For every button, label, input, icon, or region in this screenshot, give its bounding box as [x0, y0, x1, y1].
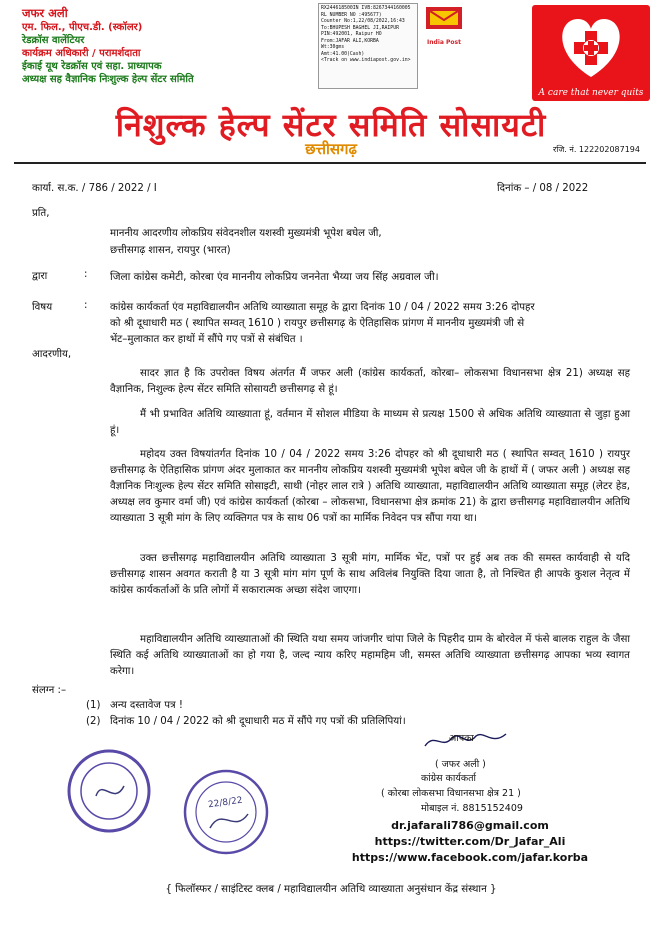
- help-centre-logo: [532, 5, 650, 101]
- via-label: द्वारा: [32, 271, 48, 282]
- header-qualification: एम. फिल., पीएच.डी. (स्कॉलर): [22, 22, 143, 33]
- header-divider: [14, 162, 646, 164]
- signatory-mobile: मोबाइल नं. 8815152409: [421, 803, 523, 814]
- receipt-line: RX244618500IN IVB:8267344160005: [321, 6, 411, 11]
- speed-post-receipt: [318, 3, 418, 89]
- signatory-name: ( जफर अली ): [435, 759, 486, 770]
- header-role-president: अध्यक्ष सह वैज्ञानिक निःशुल्क हेल्प सेंटर समिति: [22, 74, 194, 85]
- enclosure-number: (1): [86, 700, 101, 711]
- receipt-line: Amt:41.00(Cash): [321, 51, 365, 57]
- paragraph-situation: महाविद्यालयीन अतिथि व्याख्याताओं की स्थिति यथा समय जांजगीर चांपा जिले के पिहरीद ग्राम के बोरवेल में फंसे बालक राहुल के जैसा स्थिति कई अतिथि व्याख्याताओं का हो गया है, जल्द न्याय करिए महामहिम जी, समस्त अतिथि व्याख्याता छत्तीसगढ़ आपका भव्य स्वागत करेगा।: [110, 634, 630, 677]
- footer-tagline: { फिलॉस्फर / साइंटिस्ट क्लब / महाविद्यालयीन अतिथि व्याख्याता अनुसंधान केंद्र संस्थान }: [165, 884, 497, 895]
- via-colon: :: [84, 269, 88, 280]
- enclosure-item: दिनांक 10 / 04 / 2022 को श्री दूधाधारी मठ में सौंपे गए पत्रों की प्रतिलिपियां।: [110, 716, 406, 727]
- heart-cross-icon: [532, 5, 650, 85]
- paragraph-meeting: महोदय उक्त विषयांतर्गत दिनांक 10 / 04 / 2022 समय 3:26 दोपहर को श्री दूधाधारी मठ ( स्थापित सम्वत् 1610 ) रायपुर छत्तीसगढ़ के ऐतिहासिक प्रांगण अंदर मुलाकात कर माननीय लोकप्रिय यशस्वी मुख्यमंत्री भूपेश बघेल जी के हाथों में ( जफर अली ) अध्यक्ष सह वैज्ञानिक निःशुल्क हेल्प सेंटर समिति सोसाइटी, साथी (नोहर लाल रात्रे ) अतिथि व्याख्याता, महाविद्यालयीन अतिथि व्याख्याता समूह (लेटर हेड, अध्यक्ष लव कुमार वर्मा जी) एवं कांग्रेस कार्यकर्ता (कोरबा – लोकसभा, विधानसभा क्षेत्र क्रमांक 21) के द्वारा छत्तीसगढ़ महाविद्यालयीन अतिथि व्याख्याता 3 सूत्री मांग के लिए व्यक्तिगत पत्र के साथ 06 पत्रों का मार्मिक निवेदन पत्र सौंपा गया था।: [110, 449, 630, 524]
- to-label: प्रति,: [32, 208, 50, 219]
- subject-line: कांग्रेस कार्यकर्ता एंव महाविद्यालयीन अतिथि व्याख्याता समूह के द्वारा दिनांक 10 / 04 / 2022 समय 3:26 दोपहर: [110, 302, 535, 313]
- india-post-logo: [420, 3, 468, 89]
- addressee-line: माननीय आदरणीय लोकप्रिय संवेदनशील यशस्वी मुख्यमंत्री भूपेश बघेल जी,: [110, 228, 382, 239]
- registration-number: रजि. नं. 122202087194: [553, 145, 640, 154]
- enclosure-label: संलग्न :–: [32, 685, 67, 696]
- stamp-date: 22/8/22: [207, 795, 244, 811]
- signatory-designation: कांग्रेस कार्यकर्ता: [421, 773, 476, 784]
- receipt-stamp: [182, 768, 270, 856]
- header-role-redcross: रेडक्रॉस वालेंटियर: [22, 35, 85, 46]
- receipt-line: From:JAFAR ALI,KORBA: [321, 38, 379, 44]
- salutation: आदरणीय,: [32, 349, 72, 360]
- paragraph-demand: उक्त छत्तीसगढ़ महाविद्यालयीन अतिथि व्याख्याता 3 सूत्री मांग, मार्मिक भेंट, पत्रों पर हुई अब तक की समस्त कार्यवाही से यदि छत्तीसगढ़ शासन अवगत कराती है या 3 सूत्री मांग मांग पूर्ण के साथ अविलंब नियुक्ति दिया जाता है, तो निश्चित ही आपके कुशल नेतृत्व में कांग्रेस कार्यकर्ताओं के प्रति लोगों में सकारात्मक अच्छा संदेश जाएगा।: [110, 553, 630, 596]
- via-text: जिला कांग्रेस कमेटी, कोरबा एंव माननीय लोकप्रिय जननेता भैय्या जय सिंह अग्रवाल जी।: [110, 271, 439, 283]
- receipt-line: RL NUMBER NO :495677): [321, 12, 382, 18]
- logo-tagline: A care that never quits: [538, 88, 644, 98]
- signatory-constituency: ( कोरबा लोकसभा विधानसभा क्षेत्र 21 ): [381, 788, 521, 799]
- enclosure-number: (2): [86, 716, 101, 727]
- enclosure-item: अन्य दस्तावेज पत्र !: [110, 700, 183, 711]
- header-contact-block: [22, 6, 322, 86]
- subject-line: भेंट–मुलाकात कर हाथों में सौंपे गए पत्रों से संबंधित ।: [110, 334, 303, 345]
- subject-line: को श्री दूधाधारी मठ ( स्थापित सम्वत् 1610 ) रायपुर छत्तीसगढ़ के ऐतिहासिक प्रांगण में माननीय मुख्यमंत्री जी से: [110, 318, 525, 329]
- addressee-office: छत्तीसगढ़ शासन, रायपुर (भारत): [110, 245, 231, 256]
- receipt-line: PIN:492001, Raipur HO: [321, 32, 382, 37]
- round-stamp-icon: [66, 748, 152, 834]
- receipt-line: <Track on www.indiapost.gov.in>: [321, 58, 411, 63]
- india-post-label: India Post: [427, 39, 461, 46]
- letter-date: दिनांक – / 08 / 2022: [497, 183, 589, 194]
- organisation-state: छत्तीसगढ़: [305, 140, 357, 158]
- subject-colon: :: [84, 300, 88, 311]
- paragraph-intro: सादर ज्ञात है कि उपरोक्त विषय अंतर्गत मैं जफर अली (कांग्रेस कार्यकर्ता, कोरबा– लोकसभा विधानसभा क्षेत्र 21) अध्यक्ष सह वैज्ञानिक, निशुल्क हेल्प सेंटर समिति सोसायटी छत्तीसगढ़ से हूं।: [110, 368, 630, 395]
- subject-text: [110, 300, 640, 348]
- contact-facebook[interactable]: https://www.facebook.com/jafar.korba: [351, 851, 589, 864]
- organisation-title: निशुल्क हेल्प सेंटर समिति सोसायटी: [115, 106, 547, 144]
- closing: आपका: [449, 733, 474, 744]
- contact-email[interactable]: dr.jafarali786@gmail.com: [391, 819, 549, 832]
- receipt-line: To:BHUPESH BAGHEL JI,RAIPUR: [321, 25, 399, 31]
- header-role-program-officer: कार्यक्रम अधिकारी / परामर्शदाता: [22, 48, 141, 59]
- receipt-line: Counter No:1,22/08/2022,16:43: [321, 19, 405, 24]
- header-name: जफर अली: [22, 6, 68, 20]
- contact-twitter[interactable]: https://twitter.com/Dr_Jafar_Ali: [374, 835, 566, 848]
- round-stamp-icon: [182, 768, 270, 856]
- receipt-line: Wt:30gms: [321, 45, 345, 50]
- congress-committee-stamp: [66, 748, 152, 834]
- subject-label: विषय: [32, 302, 53, 313]
- india-post-icon: [420, 3, 468, 63]
- reference-number: कार्या. स.क. / 786 / 2022 / I: [32, 183, 157, 194]
- paragraph-affected: मैं भी प्रभावित अतिथि व्याख्याता हूं, वर्तमान में सोशल मीडिया के माध्यम से प्रत्यक्ष 1500 से अधिक अतिथि व्याख्याता से जुड़ा हुआ हूं।: [110, 409, 630, 436]
- header-role-youth-redcross: ईकाई यूथ रेडक्रॉस एवं सहा. प्राध्यापक: [22, 61, 162, 72]
